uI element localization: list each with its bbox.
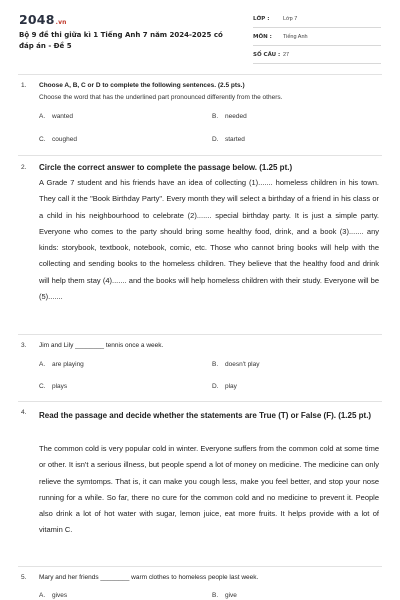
meta-row-count [253,49,381,64]
option-text: play [225,383,237,390]
question-text: Circle the correct answer to complete the passage below. (1.25 pt.) [39,163,293,172]
option-d[interactable] [212,383,237,390]
option-c[interactable] [39,383,67,390]
passage-paragraph: A Grade 7 student and his friends have an idea of collecting (1)....... homeless children in his town. They call it the "Book Birthday Party". Every month they will select a birthday of a friend in his class or a child in his neighbourhood to celebrate (2)....... special birthday party. It is just a simple party. Everyone who comes to the party should bring some healthy food, drink, and a book (3)....... any kinds: storybook, textbook, notebook, comic, etc. Those who cannot bring books will help with the collecting and sending books to the homeless children. They believe that the healthy food and drink will help them stay (4)....... and the books will help homeless children with their study. Everyone will be (5)....... [39,178,379,302]
option-letter: C. [39,383,46,390]
option-text: needed [225,113,247,120]
logo-suffix: .vn [55,19,67,26]
option-text: are playing [52,361,84,368]
option-a[interactable] [39,592,67,599]
question-number: 1. [21,82,27,89]
option-d[interactable] [212,136,245,143]
option-text: coughed [52,136,77,143]
option-letter: A. [39,361,46,368]
option-text: doesn't play [225,361,260,368]
meta-label: SỐ CÂU : [253,52,281,58]
divider [18,155,382,156]
option-b[interactable] [212,592,237,599]
option-a[interactable] [39,361,84,368]
question-instruction: Choose the word that has the underlined part pronounced differently from the others. [39,94,283,101]
divider [18,401,382,402]
option-text: plays [52,383,68,390]
option-letter: B. [212,592,219,599]
question-text: Mary and her friends ________ warm clothes to homeless people last week. [39,574,259,581]
option-c[interactable] [39,136,77,143]
meta-row-class [253,13,381,28]
option-b[interactable] [212,361,260,368]
document-title: Bộ 9 đề thi giữa kì 1 Tiếng Anh 7 năm 2024-2025 có đáp án - Đề 5 [19,31,223,50]
question-text: Read the passage and decide whether the statements are True (T) or False (F). (1.25 pt.) [39,411,372,420]
passage-paragraph: The common cold is very popular cold in winter. Everyone suffers from the common cold at some time or other. It isn't a serious illness, but people spend a lot of money on medicine. The medicine can only relieve the symtomps. That is, it can make you cough less, make you feel better, and stop your nose running for a while. So far, there no cure for the common cold and no medicine to prevent it. People also drink a lot of hot water with sugar, lemon juice, eat more fruits. It helps provide with a lot of vitamin C. [39,444,379,535]
question-number: 4. [21,409,27,416]
question-number: 5. [21,574,27,581]
page-header [0,0,400,72]
passage-text [39,175,379,305]
question-text: Jim and Lily ________ tennis once a week. [39,342,164,349]
meta-label: MÔN : [253,34,272,40]
passage-text [39,441,379,539]
option-a[interactable] [39,113,73,120]
option-letter: D. [212,136,219,143]
option-letter: B. [212,113,219,120]
meta-label: LỚP : [253,16,270,22]
option-text: give [225,592,237,599]
divider [18,566,382,567]
option-b[interactable] [212,113,247,120]
question-number: 3. [21,342,27,349]
option-text: gives [52,592,68,599]
question-number: 2. [21,164,27,171]
option-letter: A. [39,113,46,120]
meta-row-subject [253,31,381,46]
option-letter: B. [212,361,219,368]
site-logo[interactable] [19,12,67,27]
option-letter: D. [212,383,219,390]
option-letter: C. [39,136,46,143]
divider [18,74,382,75]
divider [18,334,382,335]
meta-value: Lớp 7 [283,16,298,22]
meta-info [253,13,381,67]
logo-main: 2048 [19,12,55,27]
question-text: Choose A, B, C or D to complete the following sentences. (2.5 pts.) [39,82,245,89]
option-text: started [225,136,245,143]
meta-value: Tiếng Anh [283,34,308,40]
meta-value: 27 [283,52,290,58]
option-text: wanted [52,113,73,120]
option-letter: A. [39,592,46,599]
